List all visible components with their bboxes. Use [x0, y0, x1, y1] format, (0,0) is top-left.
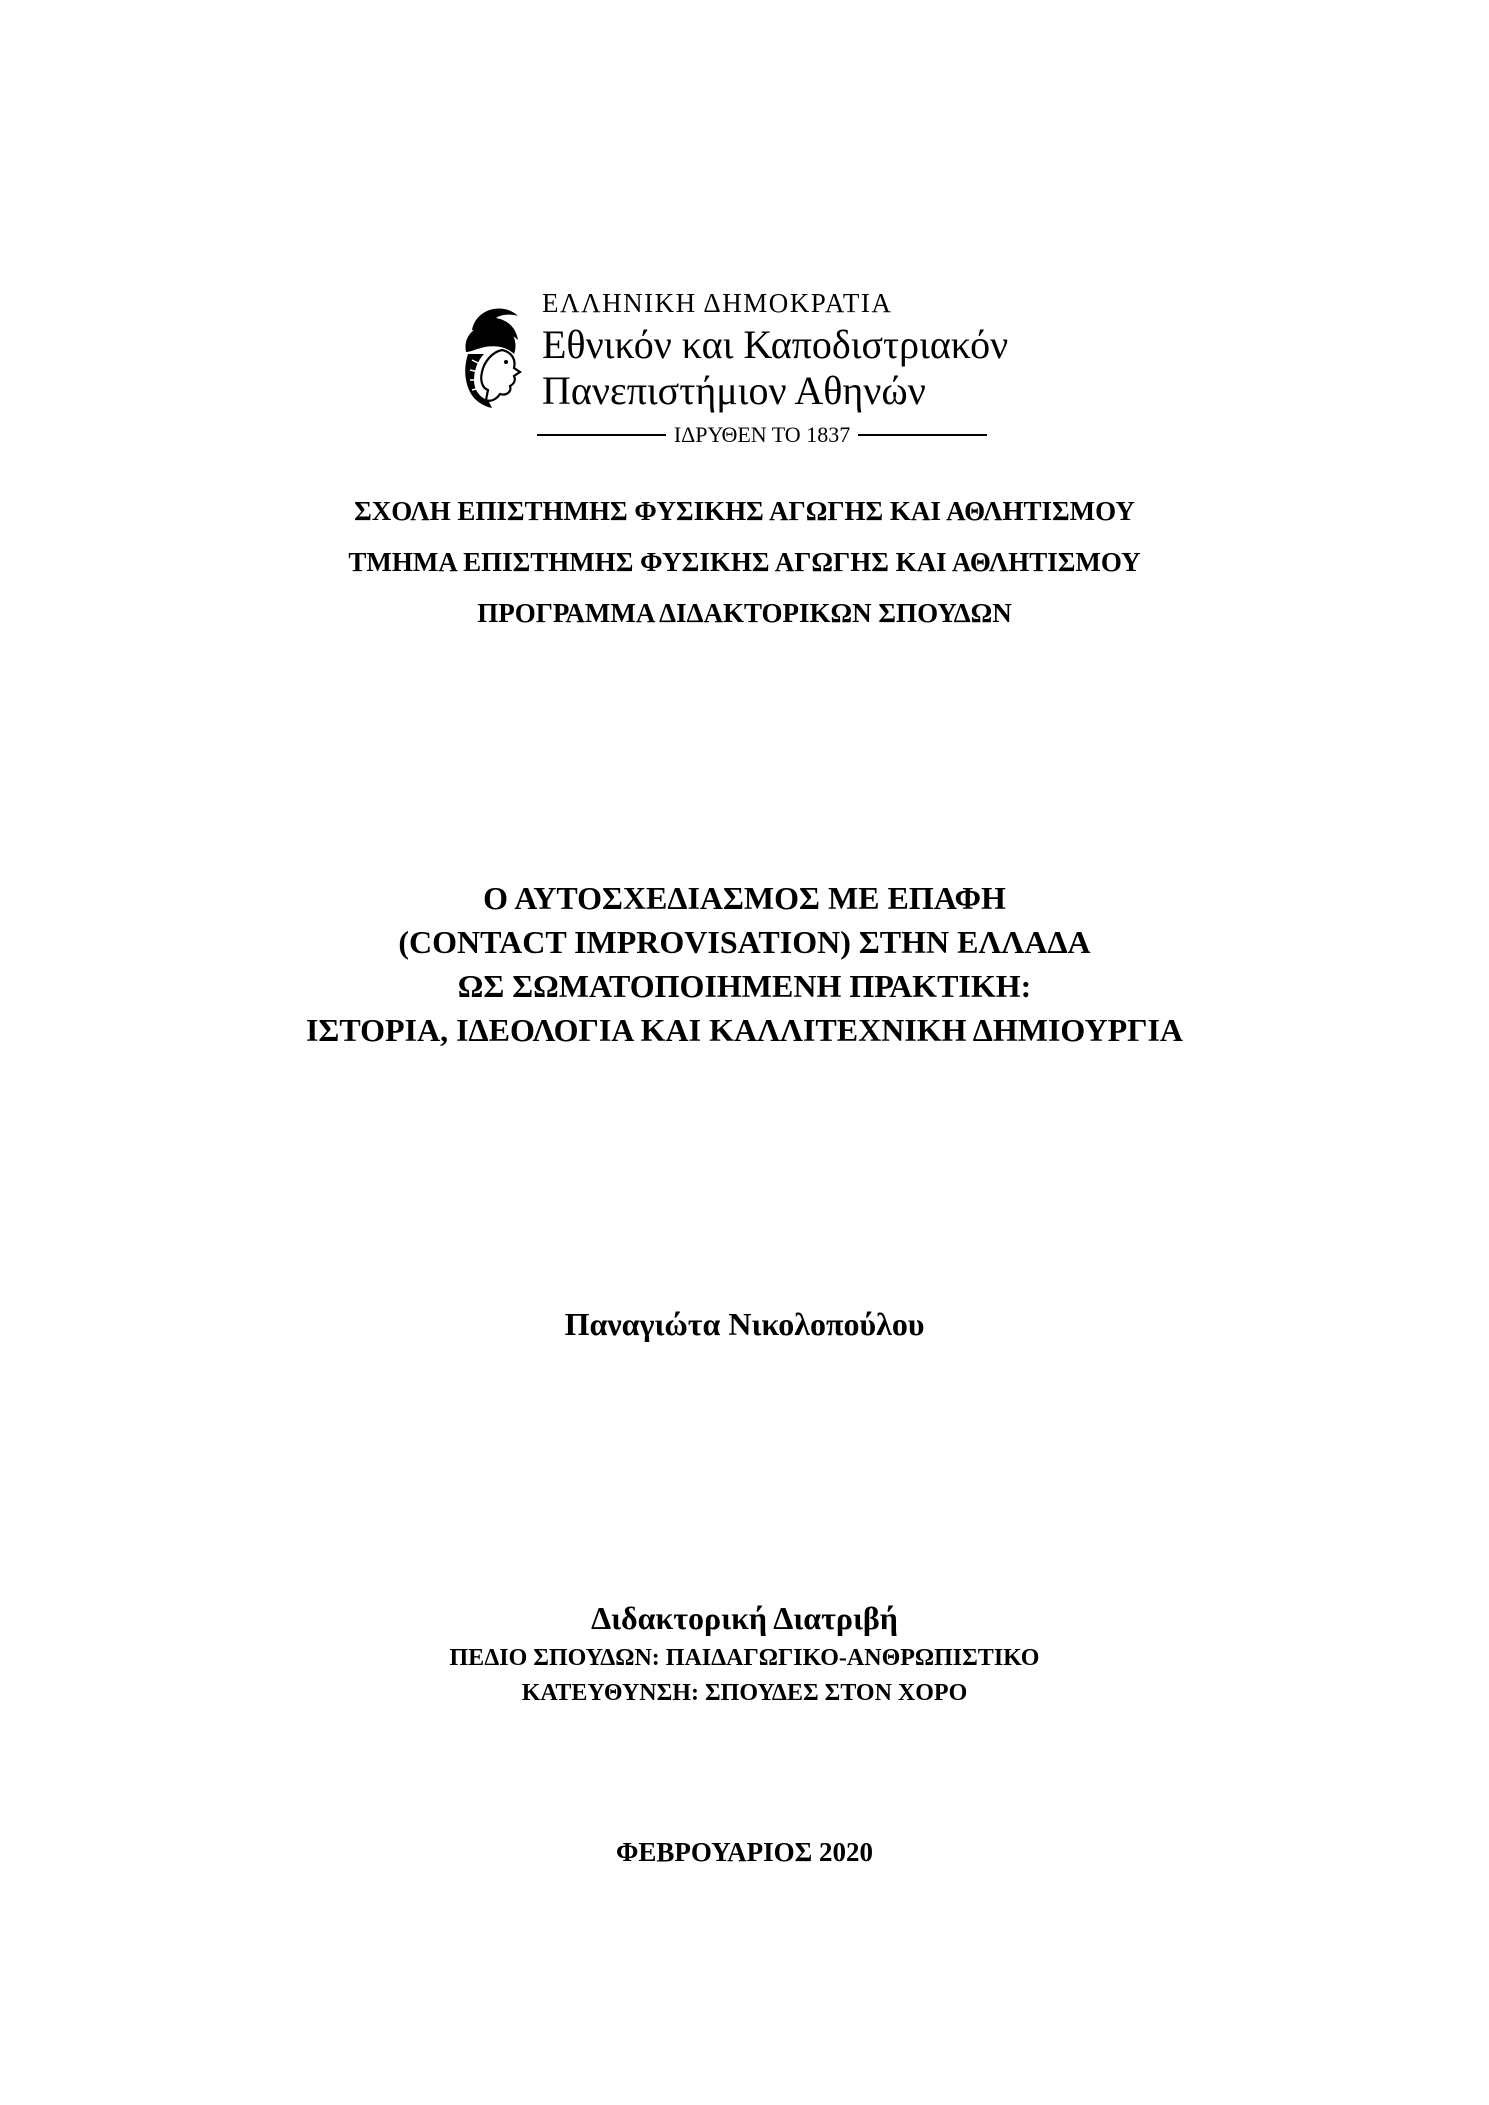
direction: ΚΑΤΕΥΘΥΝΣΗ: ΣΠΟΥΔΕΣ ΣΤΟΝ ΧΟΡΟ — [521, 1680, 968, 1706]
university-name-line2: Πανεπιστήμιον Αθηνών — [542, 368, 926, 413]
university-name-line1: Εθνικόν και Καποδιστριακόν — [542, 322, 1009, 367]
founded-label: ΙΔΡΥΘΕΝ ΤΟ 1837 — [673, 422, 851, 447]
thesis-title-line3: ΩΣ ΣΩΜΑΤΟΠΟΙΗΜΕΝΗ ΠΡΑΚΤΙΚΗ: — [457, 968, 1032, 1004]
date: ΦΕΒΡΟΥΑΡΙΟΣ 2020 — [616, 1837, 873, 1867]
field-of-study: ΠΕΔΙΟ ΣΠΟΥΔΩΝ: ΠΑΙΔΑΓΩΓΙΚΟ-ΑΝΘΡΩΠΙΣΤΙΚΟ — [449, 1645, 1040, 1671]
republic-label: ΕΛΛΗΝΙΚΗ ΔΗΜΟΚΡΑΤΙΑ — [542, 288, 893, 318]
program-name: ΠΡΟΓΡΑΜΜΑ ΔΙΔΑΚΤΟΡΙΚΩΝ ΣΠΟΥΔΩΝ — [477, 598, 1012, 628]
thesis-title-line1: Ο ΑΥΤΟΣΧΕΔΙΑΣΜΟΣ ΜΕ ΕΠΑΦΗ — [483, 880, 1006, 916]
author-name: Παναγιώτα Νικολοπούλου — [564, 1306, 925, 1342]
thesis-title-line2: (CONTACT IMPROVISATION) ΣΤΗΝ ΕΛΛΑΔΑ — [398, 924, 1091, 960]
thesis-type: Διδακτορική Διατριβή — [591, 1600, 898, 1636]
founded-line — [537, 422, 987, 448]
school-name: ΣΧΟΛΗ ΕΠΙΣΤΗΜΗΣ ΦΥΣΙΚΗΣ ΑΓΩΓΗΣ ΚΑΙ ΑΘΛΗΤΙΣΜΟΥ — [354, 496, 1135, 526]
university-logo — [452, 288, 1072, 448]
department-name: ΤΜΗΜΑ ΕΠΙΣΤΗΜΗΣ ΦΥΣΙΚΗΣ ΑΓΩΓΗΣ ΚΑΙ ΑΘΛΗΤΙΣΜΟΥ — [348, 547, 1141, 577]
founded-rule-right — [858, 434, 987, 436]
founded-rule-left — [537, 434, 666, 436]
thesis-title-line4: ΙΣΤΟΡΙΑ, ΙΔΕΟΛΟΓΙΑ ΚΑΙ ΚΑΛΛΙΤΕΧΝΙΚΗ ΔΗΜΙΟΥΡΓΙΑ — [305, 1012, 1184, 1048]
athena-head-emblem-icon — [452, 300, 530, 410]
logo-text — [542, 288, 1082, 414]
